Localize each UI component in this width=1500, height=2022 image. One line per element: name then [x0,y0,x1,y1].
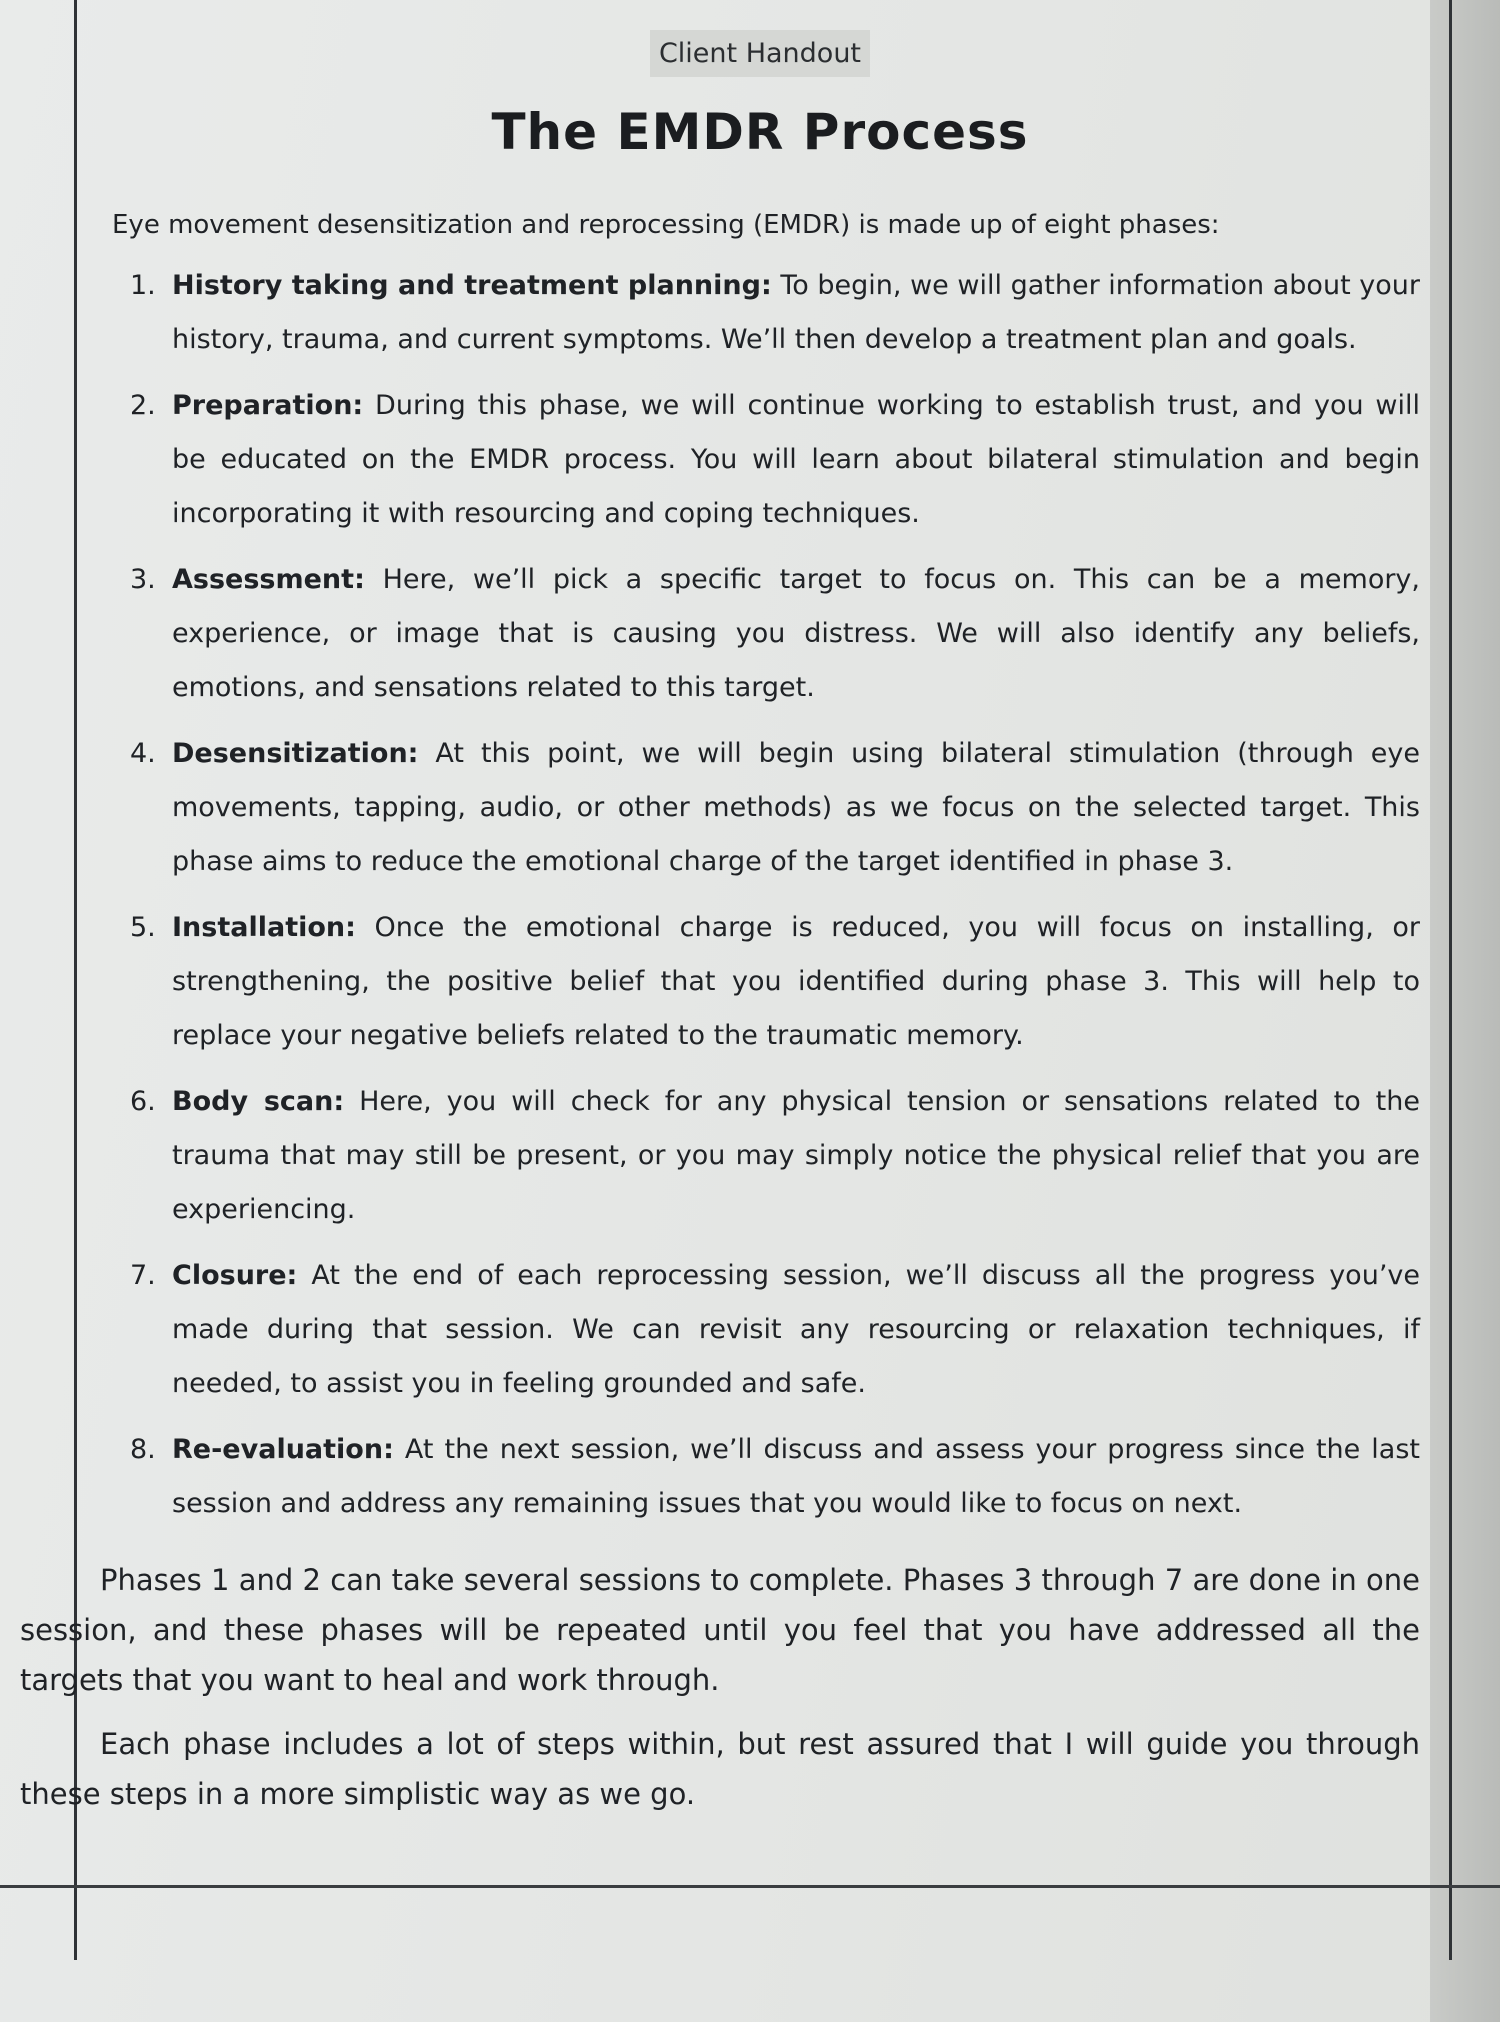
phase-number: 4. [130,738,156,769]
phase-term: Installation: [172,912,356,943]
phase-description: Here, we’ll pick a specific target to focus on. This can be a memory, experience, or image that is causing you distress. We will also identify any beliefs, emotions, and sensations related to this target. [172,564,1420,703]
phase-item-2 [130,379,1420,541]
phase-description: During this phase, we will continue working to establish trust, and you will be educated on the EMDR process. You will learn about bilateral stimulation and begin incorporating it with resourcing and coping techniques. [172,390,1420,529]
phase-item-3 [130,553,1420,715]
phase-term: Re-evaluation: [172,1434,394,1465]
intro-paragraph: Eye movement desensitization and reprocessing (EMDR) is made up of eight phases: [112,210,1220,240]
phase-number: 6. [130,1086,156,1117]
phase-item-6 [130,1075,1420,1237]
phase-description: Here, you will check for any physical tension or sensations related to the trauma that may still be present, or you may simply notice the physical relief that you are experiencing. [172,1086,1420,1225]
phase-number: 7. [130,1260,156,1291]
phase-description: Once the emotional charge is reduced, you will focus on installing, or strengthening, the positive belief that you identified during phase 3. This will help to replace your negative beliefs related to the traumatic memory. [172,912,1420,1051]
bottom-rule [0,1885,1500,1888]
phase-term: Desensitization: [172,738,419,769]
phase-item-1 [130,259,1420,367]
phase-term: Preparation: [172,390,364,421]
phase-item-8 [130,1423,1420,1531]
phase-description: At this point, we will begin using bilateral stimulation (through eye movements, tapping, audio, or other methods) as we focus on the selected target. This phase aims to reduce the emotional charge of the target identified in phase 3. [172,738,1420,877]
phase-term: History taking and treatment planning: [172,270,772,301]
phase-number: 8. [130,1434,156,1465]
phase-term: Body scan: [172,1086,345,1117]
phase-number: 1. [130,270,156,301]
phase-description: At the end of each reprocessing session, we’ll discuss all the progress you’ve made during that session. We can revisit any resourcing or relaxation techniques, if needed, to assist you in feeling grounded and safe. [172,1260,1420,1399]
phase-item-4 [130,727,1420,889]
handout-label: Client Handout [650,30,870,77]
phase-term: Assessment: [172,564,365,595]
page-title: The EMDR Process [491,103,1029,161]
phase-item-5 [130,901,1420,1063]
phase-description: At the next session, we’ll discuss and assess your progress since the last session and address any remaining issues that you would like to focus on next. [172,1434,1420,1519]
closing-paragraph-1: Phases 1 and 2 can take several sessions to complete. Phases 3 through 7 are done in one session, and these phases will be repeated until you feel that you have addressed all the targets that you want to heal and work through. [20,1563,1420,1697]
phase-term: Closure: [172,1260,298,1291]
phase-item-7 [130,1249,1420,1411]
handout-content [20,20,1420,1819]
phase-number: 2. [130,390,156,421]
phase-number: 5. [130,912,156,943]
phase-number: 3. [130,564,156,595]
phase-description: To begin, we will gather information about your history, trauma, and current symptoms. We’ll then develop a treatment plan and goals. [172,270,1420,355]
phase-list [100,259,1420,1531]
closing-paragraph-2: Each phase includes a lot of steps within, but rest assured that I will guide you through these steps in a more simplistic way as we go. [20,1727,1420,1811]
